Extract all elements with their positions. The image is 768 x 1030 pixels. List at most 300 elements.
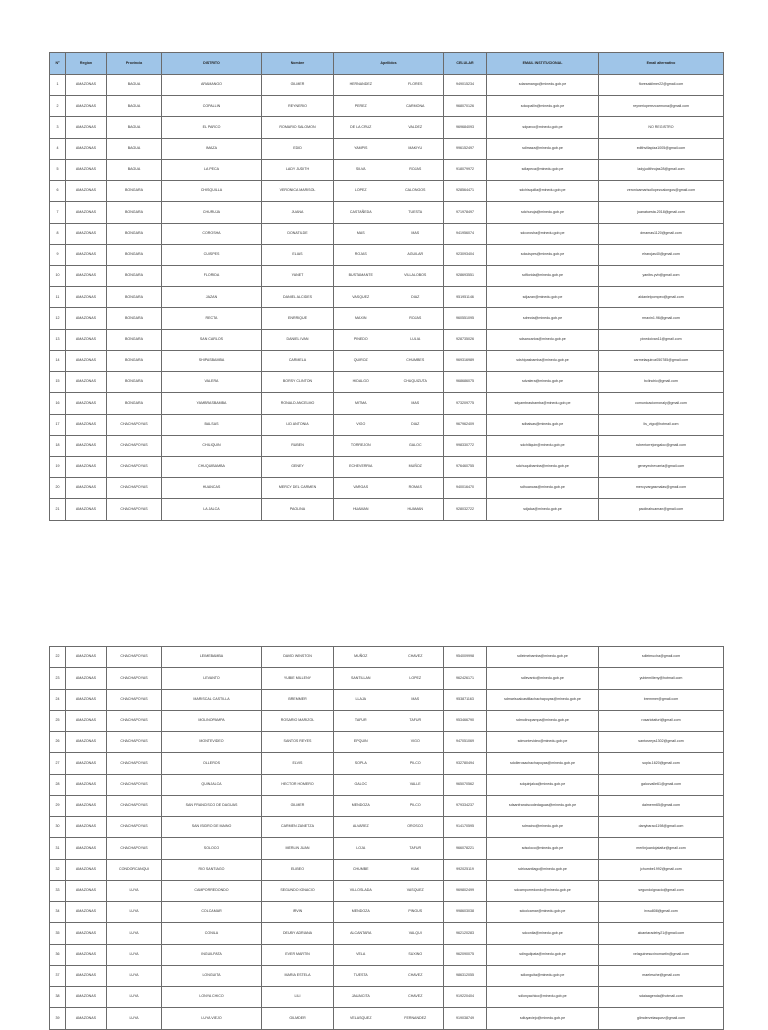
cell-nombre: IRVIN	[262, 902, 334, 923]
cell-provincia: LUYA	[107, 987, 162, 1008]
cell-celular: 968686075	[444, 372, 487, 393]
cell-region: AMAZONAS	[66, 647, 107, 668]
cell-apellido-materno: CALONGOS	[388, 181, 444, 202]
table-row	[50, 265, 724, 286]
cell-distrito: RIO SANTIAGO	[162, 859, 262, 880]
table-row	[50, 710, 724, 731]
table-row	[50, 372, 724, 393]
cell-region: AMAZONAS	[66, 414, 107, 435]
cell-email-alt: velaguinesuxinomartin@gmail.com	[599, 944, 724, 965]
cell-email: sdinguilpata@minedu.gob.pe	[487, 944, 599, 965]
contacts-table-top	[49, 52, 724, 521]
cell-provincia: CHACHAPOYAS	[107, 753, 162, 774]
cell-celular: 919038749	[444, 1008, 487, 1029]
cell-email: sdchuquibamba@minedu.gob.pe	[487, 456, 599, 477]
cell-apellido-materno: ROJAS	[388, 308, 444, 329]
cell-region: AMAZONAS	[66, 181, 107, 202]
cell-email: sdriosantiago@minedu.gob.pe	[487, 859, 599, 880]
cell-apellido-materno: AGUILAR	[388, 244, 444, 265]
cell-n: 16	[50, 393, 66, 414]
table-row	[50, 138, 724, 159]
cell-celular: 992025119	[444, 859, 487, 880]
cell-apellido-materno: VALLE	[388, 774, 444, 795]
cell-n: 33	[50, 880, 66, 901]
header-region: Region	[66, 53, 107, 75]
cell-distrito: LONYA CHICO	[162, 987, 262, 1008]
cell-apellido-paterno: VELASQUEZ	[334, 1008, 388, 1029]
cell-region: AMAZONAS	[66, 96, 107, 117]
cell-distrito: SAN CARLOS	[162, 329, 262, 350]
cell-provincia: CHACHAPOYAS	[107, 647, 162, 668]
cell-celular: 928564471	[444, 181, 487, 202]
cell-apellido-materno: TUESTA	[388, 202, 444, 223]
cell-provincia: BONGARA	[107, 181, 162, 202]
cell-apellido-materno: CARMONA	[388, 96, 444, 117]
cell-apellido-materno: FERNANDEZ	[388, 1008, 444, 1029]
cell-region: AMAZONAS	[66, 774, 107, 795]
cell-region: AMAZONAS	[66, 308, 107, 329]
cell-email: sdcorosha@minedu.gob.pe	[487, 223, 599, 244]
cell-n: 2	[50, 96, 66, 117]
cell-region: AMAZONAS	[66, 880, 107, 901]
cell-provincia: BONGARA	[107, 244, 162, 265]
cell-n: 4	[50, 138, 66, 159]
cell-region: AMAZONAS	[66, 456, 107, 477]
cell-nombre: MERLIN JUAN	[262, 838, 334, 859]
header-nombre: Nombre	[262, 53, 334, 75]
cell-apellido-paterno: SOPLA	[334, 753, 388, 774]
table-row	[50, 181, 724, 202]
cell-email-alt: NO REGISTRO	[599, 117, 724, 138]
cell-email-alt: galocvalle61@gmail.com	[599, 774, 724, 795]
table-row	[50, 732, 724, 753]
cell-region: AMAZONAS	[66, 329, 107, 350]
cell-region: AMAZONAS	[66, 117, 107, 138]
cell-region: AMAZONAS	[66, 478, 107, 499]
cell-region: AMAZONAS	[66, 287, 107, 308]
cell-region: AMAZONAS	[66, 795, 107, 816]
cell-provincia: CHACHAPOYAS	[107, 414, 162, 435]
cell-apellido-paterno: SILVA	[334, 159, 388, 180]
header-email-alt: Email alternativo	[599, 53, 724, 75]
cell-email: sdchisquilla@minedu.gob.pe	[487, 181, 599, 202]
cell-email: sdmontevideo@minedu.gob.pe	[487, 732, 599, 753]
cell-email-alt: paolinahuaman@gmail.com	[599, 499, 724, 520]
cell-region: AMAZONAS	[66, 138, 107, 159]
cell-apellido-paterno: MITMA	[334, 393, 388, 414]
cell-region: AMAZONAS	[66, 944, 107, 965]
cell-apellido-paterno: PINEDO	[334, 329, 388, 350]
cell-provincia: CHACHAPOYAS	[107, 668, 162, 689]
cell-nombre: DEUBY ADRIANA	[262, 923, 334, 944]
cell-celular: 969802499	[444, 880, 487, 901]
cell-provincia: LUYA	[107, 880, 162, 901]
cell-provincia: CONDORCANQUI	[107, 859, 162, 880]
cell-n: 32	[50, 859, 66, 880]
cell-email-alt: floresakilmer22@gmail.com	[599, 75, 724, 96]
cell-apellido-paterno: QUIROZ	[334, 350, 388, 371]
cell-provincia: BONGARA	[107, 329, 162, 350]
cell-provincia: LUYA	[107, 902, 162, 923]
cell-apellido-materno: ROJAS	[388, 159, 444, 180]
cell-provincia: CHACHAPOYAS	[107, 689, 162, 710]
cell-apellido-materno: MAS	[388, 223, 444, 244]
cell-apellido-materno: GALOC	[388, 435, 444, 456]
table-row	[50, 647, 724, 668]
cell-email: sdcopallin@minedu.gob.pe	[487, 96, 599, 117]
cell-email: sdmolinopampa@minedu.gob.pe	[487, 710, 599, 731]
cell-nombre: MERCY DEL CARMEN	[262, 478, 334, 499]
cell-celular: 969316989	[444, 350, 487, 371]
cell-apellido-materno: CHUQUIZUTA	[388, 372, 444, 393]
cell-nombre: VERONICA MARISOL	[262, 181, 334, 202]
cell-n: 36	[50, 944, 66, 965]
cell-celular: 969684093	[444, 117, 487, 138]
cell-distrito: CHURUJA	[162, 202, 262, 223]
cell-region: AMAZONAS	[66, 159, 107, 180]
cell-email-alt: jchumbe1992@gmail.com	[599, 859, 724, 880]
cell-celular: 940016470	[444, 478, 487, 499]
cell-region: AMAZONAS	[66, 350, 107, 371]
cell-apellido-materno: VILLALOBOS	[388, 265, 444, 286]
cell-apellido-materno: CHAVEZ	[388, 987, 444, 1008]
cell-apellido-materno: PINGUS	[388, 902, 444, 923]
cell-region: AMAZONAS	[66, 859, 107, 880]
cell-region: AMAZONAS	[66, 965, 107, 986]
cell-nombre: ELVIS	[262, 753, 334, 774]
cell-celular: 979334237	[444, 795, 487, 816]
cell-provincia: CHACHAPOYAS	[107, 456, 162, 477]
cell-provincia: CHACHAPOYAS	[107, 710, 162, 731]
cell-email: sdsancarlos@minedu.gob.pe	[487, 329, 599, 350]
cell-distrito: EL PARCO	[162, 117, 262, 138]
cell-provincia: CHACHAPOYAS	[107, 817, 162, 838]
cell-n: 14	[50, 350, 66, 371]
cell-email: sdbalsas@minedu.gob.pe	[487, 414, 599, 435]
cell-celular: 967962409	[444, 414, 487, 435]
header-celular: CELULAR	[444, 53, 487, 75]
cell-apellido-paterno: VASQUEZ	[334, 287, 388, 308]
cell-celular: 962426171	[444, 668, 487, 689]
table-row	[50, 838, 724, 859]
cell-distrito: INGUILPATA	[162, 944, 262, 965]
table-row	[50, 350, 724, 371]
cell-region: AMAZONAS	[66, 1008, 107, 1029]
cell-apellido-paterno: HIDALGO	[334, 372, 388, 393]
cell-distrito: LA PECA	[162, 159, 262, 180]
cell-nombre: JUANA	[262, 202, 334, 223]
cell-email-alt: irvsu808@gmail.com	[599, 902, 724, 923]
cell-n: 25	[50, 710, 66, 731]
cell-apellido-paterno: CASTAÑEDA	[334, 202, 388, 223]
cell-apellido-paterno: VIGO	[334, 414, 388, 435]
cell-email: sdyambrasbamba@minedu.gob.pe	[487, 393, 599, 414]
cell-apellido-materno: OROSCO	[388, 817, 444, 838]
cell-email-alt: dalmerm65@gmail.com	[599, 795, 724, 816]
table-row	[50, 902, 724, 923]
cell-region: AMAZONAS	[66, 838, 107, 859]
cell-nombre: EVER MARTIN	[262, 944, 334, 965]
cell-email-alt: rosariotafurt@gmail.com	[599, 710, 724, 731]
cell-distrito: BALSAS	[162, 414, 262, 435]
cell-nombre: DAVID WINSTON	[262, 647, 334, 668]
cell-nombre: ROSARIO MARIZOL	[262, 710, 334, 731]
cell-apellido-materno: DIAZ	[388, 414, 444, 435]
cell-provincia: BAGUA	[107, 138, 162, 159]
cell-distrito: SAN ISIDRO DE MAINO	[162, 817, 262, 838]
cell-provincia: LUYA	[107, 965, 162, 986]
table-row	[50, 795, 724, 816]
header-apellidos: Apellidos	[334, 53, 444, 75]
cell-nombre: CARMELA	[262, 350, 334, 371]
cell-provincia: BONGARA	[107, 287, 162, 308]
cell-apellido-paterno: PEREZ	[334, 96, 388, 117]
cell-provincia: BAGUA	[107, 75, 162, 96]
cell-celular: 919220404	[444, 987, 487, 1008]
cell-celular: 914170595	[444, 817, 487, 838]
header-provincia: Provincia	[107, 53, 162, 75]
cell-celular: 928735026	[444, 329, 487, 350]
cell-nombre: RUBEN	[262, 435, 334, 456]
cell-apellido-paterno: CHUMBE	[334, 859, 388, 880]
cell-celular: 941956074	[444, 223, 487, 244]
cell-provincia: BONGARA	[107, 223, 162, 244]
cell-provincia: CHACHAPOYAS	[107, 838, 162, 859]
cell-apellido-paterno: MUÑOZ	[334, 647, 388, 668]
cell-nombre: HECTOR HOMERO	[262, 774, 334, 795]
cell-apellido-materno: ROMAS	[388, 478, 444, 499]
cell-n: 23	[50, 668, 66, 689]
cell-region: AMAZONAS	[66, 202, 107, 223]
cell-region: AMAZONAS	[66, 689, 107, 710]
cell-n: 21	[50, 499, 66, 520]
cell-nombre: SANTOS REYES	[262, 732, 334, 753]
cell-email-alt: alcantaradeby21@gmail.com	[599, 923, 724, 944]
cell-email-alt: segundoignacio@gmail.com	[599, 880, 724, 901]
cell-distrito: CHUQUIBAMBA	[162, 456, 262, 477]
header-distrito: DISTRITO	[162, 53, 262, 75]
cell-apellido-paterno: TORREJON	[334, 435, 388, 456]
table-row	[50, 96, 724, 117]
cell-email: sdchiliquin@minedu.gob.pe	[487, 435, 599, 456]
cell-provincia: BAGUA	[107, 96, 162, 117]
cell-region: AMAZONAS	[66, 987, 107, 1008]
cell-n: 29	[50, 795, 66, 816]
table-row	[50, 414, 724, 435]
cell-email-alt: sopla.1620@gmail.com	[599, 753, 724, 774]
cell-email-alt: edithvillapiza1005@gmail.com	[599, 138, 724, 159]
cell-distrito: IMAZA	[162, 138, 262, 159]
cell-nombre: REYNERIO	[262, 96, 334, 117]
cell-email: sdlevanto@minedu.gob.pe	[487, 668, 599, 689]
cell-distrito: ARAMANGO	[162, 75, 262, 96]
cell-region: AMAZONAS	[66, 902, 107, 923]
cell-provincia: BONGARA	[107, 350, 162, 371]
cell-celular: 962120283	[444, 923, 487, 944]
cell-provincia: LUYA	[107, 1008, 162, 1029]
cell-region: AMAZONAS	[66, 393, 107, 414]
cell-region: AMAZONAS	[66, 244, 107, 265]
cell-nombre: PAOLINA	[262, 499, 334, 520]
cell-distrito: MOLINOPAMPA	[162, 710, 262, 731]
cell-email: sdlonyachico@minedu.gob.pe	[487, 987, 599, 1008]
table-body-bottom	[50, 647, 724, 1030]
cell-nombre: ELIBEO	[262, 859, 334, 880]
cell-nombre: ROMARIO SALOMON	[262, 117, 334, 138]
cell-celular: 973209775	[444, 393, 487, 414]
cell-distrito: SHIPASBAMBA	[162, 350, 262, 371]
cell-distrito: LEVANTO	[162, 668, 262, 689]
cell-region: AMAZONAS	[66, 710, 107, 731]
cell-email: sdparco@minedu.gob.pe	[487, 117, 599, 138]
cell-nombre: LILI	[262, 987, 334, 1008]
cell-region: AMAZONAS	[66, 668, 107, 689]
cell-email: sdsanfranciscodedaguas@minedu.gob.pe	[487, 795, 599, 816]
cell-apellido-paterno: MAS	[334, 223, 388, 244]
cell-apellido-materno: SUXINO	[388, 944, 444, 965]
cell-email-alt: maelesche@gmail.com	[599, 965, 724, 986]
cell-region: AMAZONAS	[66, 372, 107, 393]
cell-email: sdsoloco@minedu.gob.pe	[487, 838, 599, 859]
cell-email-alt: santosreys1302@gmail.com	[599, 732, 724, 753]
cell-nombre: BREMMER	[262, 689, 334, 710]
cell-celular: 928693551	[444, 265, 487, 286]
cell-apellido-materno: CHUMBES	[388, 350, 444, 371]
cell-nombre: YUBIE MILLENY	[262, 668, 334, 689]
cell-email: sdquinjalca@minedu.gob.pe	[487, 774, 599, 795]
cell-region: AMAZONAS	[66, 435, 107, 456]
cell-celular: 998603038	[444, 902, 487, 923]
cell-provincia: CHACHAPOYAS	[107, 732, 162, 753]
cell-n: 1	[50, 75, 66, 96]
cell-email-alt: lis_vigo@hotmail.com	[599, 414, 724, 435]
cell-email: sdrecta@minedu.gob.pe	[487, 308, 599, 329]
cell-celular: 998330772	[444, 435, 487, 456]
cell-n: 12	[50, 308, 66, 329]
cell-email: sdluyaviejo@minedu.gob.pe	[487, 1008, 599, 1029]
cell-region: AMAZONAS	[66, 499, 107, 520]
cell-email-alt: merlinjuanlojatafur@gmail.com	[599, 838, 724, 859]
cell-email: sdcamporredondo@minedu.gob.pe	[487, 880, 599, 901]
cell-n: 20	[50, 478, 66, 499]
cell-n: 7	[50, 202, 66, 223]
cell-email: sdconila@minedu.gob.pe	[487, 923, 599, 944]
cell-nombre: CARMEN ZANETZA	[262, 817, 334, 838]
table-row	[50, 223, 724, 244]
cell-provincia: BONGARA	[107, 265, 162, 286]
table-row	[50, 817, 724, 838]
cell-apellido-materno: KIAK	[388, 859, 444, 880]
cell-region: AMAZONAS	[66, 817, 107, 838]
table-row	[50, 774, 724, 795]
cell-celular: 953466790	[444, 710, 487, 731]
cell-apellido-paterno: ALCANTARA	[334, 923, 388, 944]
cell-provincia: BONGARA	[107, 372, 162, 393]
cell-email: sdshipasbamba@minedu.gob.pe	[487, 350, 599, 371]
cell-provincia: LUYA	[107, 923, 162, 944]
cell-nombre: GENEY	[262, 456, 334, 477]
table-row	[50, 944, 724, 965]
cell-n: 5	[50, 159, 66, 180]
cell-email-alt: reynerioperezcarmona@gmail.com	[599, 96, 724, 117]
cell-celular: 949015234	[444, 75, 487, 96]
cell-email-alt: sdaiaagenda@hotmail.com	[599, 987, 724, 1008]
cell-distrito: COLCAMAR	[162, 902, 262, 923]
cell-n: 34	[50, 902, 66, 923]
table-row	[50, 689, 724, 710]
cell-email: sdmaino@minedu.gob.pe	[487, 817, 599, 838]
header-n: Nº	[50, 53, 66, 75]
cell-distrito: HUANCAS	[162, 478, 262, 499]
cell-apellido-materno: CHAVEZ	[388, 965, 444, 986]
cell-celular: 962090075	[444, 944, 487, 965]
cell-nombre: LID ANTONIA	[262, 414, 334, 435]
cell-celular: 928032722	[444, 499, 487, 520]
cell-email-alt: juanatuesta.2018@gmail.com	[599, 202, 724, 223]
cell-distrito: CHILIQUIN	[162, 435, 262, 456]
cell-nombre: ENRRIQUE	[262, 308, 334, 329]
cell-apellido-materno: VALQUI	[388, 923, 444, 944]
cell-distrito: JAZAN	[162, 287, 262, 308]
cell-nombre: EDID	[262, 138, 334, 159]
cell-n: 17	[50, 414, 66, 435]
cell-nombre: RONALD ANCELMO	[262, 393, 334, 414]
cell-email: sdcolcamar@minedu.gob.pe	[487, 902, 599, 923]
cell-n: 18	[50, 435, 66, 456]
cell-nombre: DANIEL IVAN	[262, 329, 334, 350]
cell-distrito: OLLEROS	[162, 753, 262, 774]
cell-email-alt: dmamas1120@gmail.com	[599, 223, 724, 244]
cell-distrito: FLORIDA	[162, 265, 262, 286]
cell-apellido-materno: TAFUR	[388, 710, 444, 731]
cell-apellido-materno: CHAVEZ	[388, 647, 444, 668]
cell-apellido-paterno: DE LA CRUZ	[334, 117, 388, 138]
table-row	[50, 308, 724, 329]
cell-n: 15	[50, 372, 66, 393]
cell-apellido-materno: LULIA	[388, 329, 444, 350]
cell-distrito: LEIMEBAMBA	[162, 647, 262, 668]
cell-apellido-paterno: MAXIN	[334, 308, 388, 329]
contacts-table-bottom	[49, 646, 724, 1030]
cell-provincia: BAGUA	[107, 117, 162, 138]
cell-n: 39	[50, 1008, 66, 1029]
cell-n: 6	[50, 181, 66, 202]
cell-email-alt: ladyjudithrojas28@gmail.com	[599, 159, 724, 180]
cell-celular: 923093404	[444, 244, 487, 265]
cell-provincia: BONGARA	[107, 393, 162, 414]
cell-apellido-materno: MAS	[388, 393, 444, 414]
cell-apellido-paterno: MENDOZA	[334, 795, 388, 816]
cell-celular: 918079972	[444, 159, 487, 180]
cell-email: sdvalera@minedu.gob.pe	[487, 372, 599, 393]
cell-nombre: MARIA ESTELA	[262, 965, 334, 986]
cell-apellido-paterno: HERNANDEZ	[334, 75, 388, 96]
cell-region: AMAZONAS	[66, 923, 107, 944]
cell-email-alt: pinedoivan11@gmail.com	[599, 329, 724, 350]
cell-email-alt: carmelaquiroz050785@gmail.com	[599, 350, 724, 371]
cell-email-alt: geneyechevarria@gmail.com	[599, 456, 724, 477]
cell-apellido-paterno: EPQUIN	[334, 732, 388, 753]
cell-n: 11	[50, 287, 66, 308]
cell-celular: 986312055	[444, 965, 487, 986]
cell-provincia: BONGARA	[107, 308, 162, 329]
table-row	[50, 202, 724, 223]
cell-n: 31	[50, 838, 66, 859]
cell-distrito: MONTEVIDEO	[162, 732, 262, 753]
cell-apellido-paterno: LOPEZ	[334, 181, 388, 202]
cell-distrito: RECTA	[162, 308, 262, 329]
cell-distrito: CAMPORREDONDO	[162, 880, 262, 901]
